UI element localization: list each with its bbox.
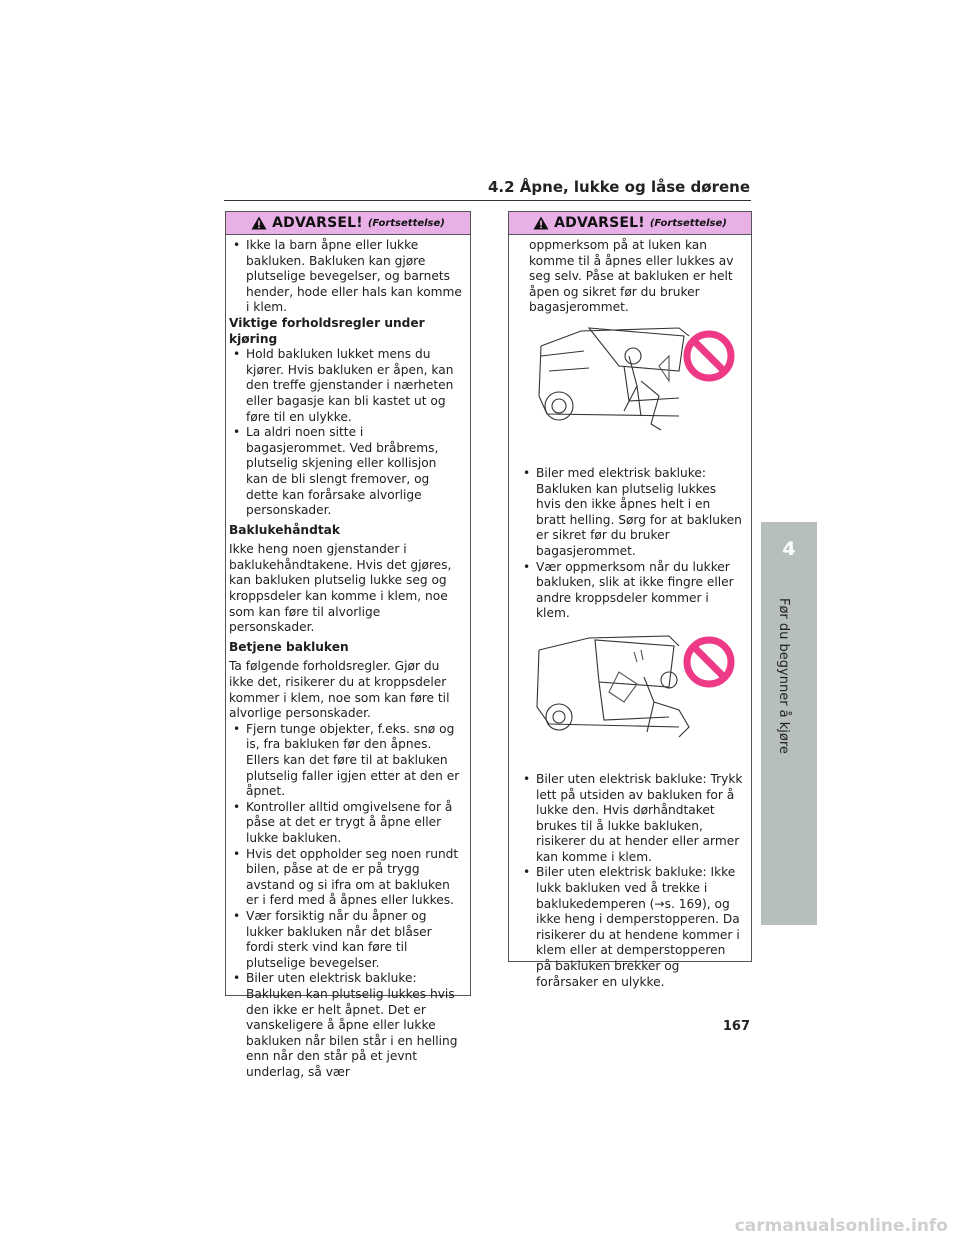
prohibition-icon: [687, 640, 731, 684]
continued-label: (Fortsettelse): [649, 217, 727, 229]
warning-label: ADVARSEL!: [272, 215, 363, 231]
list-item: • Biler uten elektrisk bakluke: Trykk lett på utsiden av bakluken for å lukke den. Hvis dørhåndtaket brukes til å lukke bakluken, risikerer du at hender eller armer kan komme i klem.: [519, 772, 743, 866]
section-heading: Baklukehåndtak: [229, 522, 340, 537]
chapter-number: 4: [782, 538, 796, 560]
warning-triangle-icon: [251, 216, 267, 230]
paragraph: Ikke heng noen gjenstander i baklukehåndtakene. Hvis det gjøres, kan bakluken plutselig lukke seg og kroppsdeler kan komme i klem, noe som kan føre til alvorlige personskader.: [229, 542, 452, 635]
list-item: • Vær oppmerksom når du lukker bakluken, slik at ikke fingre eller andre kroppsdeler kommer i klem.: [519, 560, 743, 622]
list-item: • La aldri noen sitte i bagasjerommet. Ved bråbrems, plutselig skjening eller kollisjon kan de bli slengt fremover, og dette kan forårsake alvorlige personskader.: [229, 425, 462, 519]
warning-header: [226, 212, 470, 235]
header-rule: [224, 200, 751, 201]
page-number: 167: [722, 1019, 750, 1034]
list-item: • Biler uten elektrisk bakluke: Ikke lukk bakluken ved å trekke i baklukedemperen (→s. 169), og ikke heng i demperstopperen. Da risikerer du at hendene kommer i klem eller at demperstopperen på bakluken brekker og forårsaker en ulykke.: [519, 865, 743, 990]
tailgate-hand-illustration: [529, 632, 749, 762]
warning-header: [509, 212, 751, 235]
list-item: • Biler uten elektrisk bakluke: Bakluken kan plutselig lukkes hvis den ikke er helt åpnet. Det er vanskeligere å åpne eller lukke bakluken når bilen står i en helling enn når den står på et jevnt underlag, så vær: [229, 971, 462, 1080]
list-item: • Hold bakluken lukket mens du kjører. Hvis bakluken er åpen, kan den treffe gjenstander i nærheten eller bagasje kan bli kastet ut og føre til en ulykke.: [229, 347, 462, 425]
section-heading: Viktige forholdsregler under kjøring: [229, 315, 425, 346]
warning-triangle-icon: [533, 216, 549, 230]
section-heading: Betjene bakluken: [229, 639, 349, 654]
list-item: • Hvis det oppholder seg noen rundt bilen, påse at de er på trygg avstand og si ifra om at bakluken er i ferd med å åpnes eller lukkes.: [229, 847, 462, 909]
paragraph: Ta følgende forholdsregler. Gjør du ikke det, risikerer du at kroppsdeler kommer i klem, noe som kan føre til alvorlige personskader.: [229, 659, 450, 721]
warning-box-left: [225, 211, 471, 1079]
page-header-title: 4.2 Åpne, lukke og låse dørene: [488, 178, 750, 196]
chapter-title: Før du begynner å kjøre: [776, 598, 791, 754]
paragraph: oppmerksom på at luken kan komme til å åpnes eller lukkes av seg selv. Påse at bakluken er helt åpen og sikret før du bruker bagasjerommet.: [529, 238, 734, 315]
list-item: • Ikke la barn åpne eller lukke bakluken. Bakluken kan gjøre plutselige bevegelser, og barnets hender, hode eller hals kan komme i klem.: [229, 238, 462, 316]
warning-box-right: [508, 211, 752, 989]
tailgate-head-illustration: [529, 326, 749, 456]
continued-label: (Fortsettelse): [367, 217, 445, 229]
prohibition-icon: [687, 334, 731, 378]
watermark: carmanualsonline.info: [734, 1216, 948, 1236]
list-item: • Vær forsiktig når du åpner og lukker bakluken når det blåser fordi sterk vind kan føre til plutselige bevegelser.: [229, 909, 462, 971]
list-item: • Fjern tunge objekter, f.eks. snø og is, fra bakluken før den åpnes. Ellers kan det føre til at bakluken plutselig faller igjen etter at den er åpnet.: [229, 722, 462, 800]
warning-label: ADVARSEL!: [554, 215, 645, 231]
list-item: • Biler med elektrisk bakluke: Bakluken kan plutselig lukkes hvis den ikke åpnes helt i en bratt helling. Sørg for at bakluken er sikret før du bruker bagasjerommet.: [519, 466, 743, 560]
list-item: • Kontroller alltid omgivelsene for å påse at det er trygt å åpne eller lukke bakluken.: [229, 800, 462, 847]
